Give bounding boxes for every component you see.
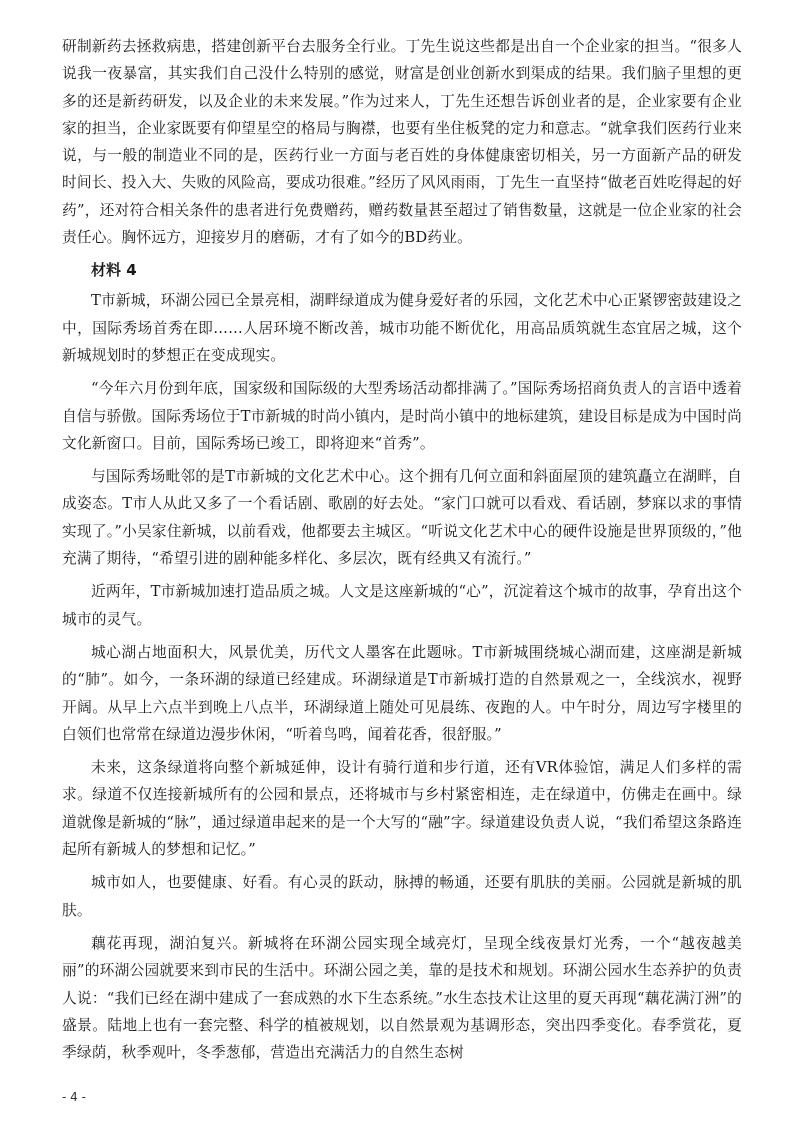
paragraph: “今年六月份到年底，国家级和国际级的大型秀场活动都排满了。”国际秀场招商负责人的言语中透着自信与骄傲。国际秀场位于T市新城的时尚小镇内，是时尚小镇中的地标建筑，建设目标是成为中国时尚文化新窗口。目前，国际秀场已竣工，即将迎来“首秀”。 <box>62 380 742 452</box>
section-heading-material-4: 材料 4 <box>91 261 137 280</box>
paragraph: T市新城，环湖公园已全景亮相，湖畔绿道成为健身爱好者的乐园，文化艺术中心正紧锣密鼓建设之中，国际秀场首秀在即……人居环境不断改善，城市功能不断优化，用高品质筑就生态宜居之城，这个新城规划时的梦想正在变成现实。 <box>62 292 742 364</box>
paragraph: 近两年，T市新城加速打造品质之城。人文是这座新城的“心”，沉淀着这个城市的故事，孕育出这个城市的灵气。 <box>62 583 742 628</box>
paragraph: 与国际秀场毗邻的是T市新城的文化艺术中心。这个拥有几何立面和斜面屋顶的建筑矗立在湖畔，自成姿态。T市人从此又多了一个看话剧、歌剧的好去处。“家门口就可以看戏、看话剧，梦寐以求的事情实现了。”小吴家住新城，以前看戏，他都要去主城区。“听说文化艺术中心的硬件设施是世界顶级的，”他充满了期待，“希望引进的剧种能多样化、多层次，既有经典又有流行。” <box>62 468 742 568</box>
document-body <box>62 33 742 1072</box>
paragraph: 未来，这条绿道将向整个新城延伸，设计有骑行道和步行道，还有VR体验馆，满足人们多样的需求。绿道不仅连接新城所有的公园和景点，还将城市与乡村紧密相连，走在绿道中，仿佛走在画中。绿道就像是新城的“脉”，通过绿道串起来的是一个大写的“融”字。绿道建设负责人说，“我们希望这条路连起所有新城人的梦想和记忆。” <box>62 759 742 859</box>
paragraph: 城市如人，也要健康、好看。有心灵的跃动，脉搏的畅通，还要有肌肤的美丽。公园就是新城的肌肤。 <box>62 874 742 919</box>
page-number: - 4 - <box>62 1090 86 1104</box>
paragraph-continued: 研制新药去拯救病患，搭建创新平台去服务全行业。丁先生说这些都是出自一个企业家的担当。“很多人说我一夜暴富，其实我们自己没什么特别的感觉，财富是创业创新水到渠成的结果。我们脑子里想的更多的还是新药研发，以及企业的未来发展。”作为过来人，丁先生还想告诉创业者的是，企业家要有企业家的担当，企业家既要有仰望星空的格局与胸襟，也要有坐住板凳的定力和意志。“就拿我们医药行业来说，与一般的制造业不同的是，医药行业一方面与老百姓的身体健康密切相关，另一方面新产品的研发时间长、投入大、失败的风险高，要成功很难。”经历了风风雨雨，丁先生一直坚持“做老百姓吃得起的好药”，还对符合相关条件的患者进行免费赠药，赠药数量甚至超过了销售数量，这就是一位企业家的社会责任心。胸怀远方，迎接岁月的磨砺，才有了如今的BD药业。 <box>62 38 742 247</box>
paragraph: 城心湖占地面积大，风景优美，历代文人墨客在此题咏。T市新城围绕城心湖而建，这座湖是新城的“肺”。如今，一条环湖的绿道已经建成。环湖绿道是T市新城打造的自然景观之一，全线滨水，视野开阔。从早上六点半到晚上八点半，环湖绿道上随处可见晨练、夜跑的人。中午时分，周边写字楼里的白领们也常常在绿道边漫步休闲，“听着鸟鸣，闻着花香，很舒服。” <box>62 643 742 743</box>
paragraph: 藕花再现，湖泊复兴。新城将在环湖公园实现全域亮灯，呈现全线夜景灯光秀，一个“越夜越美丽”的环湖公园就要来到市民的生活中。环湖公园之美，靠的是技术和规划。环湖公园水生态养护的负责人说：“我们已经在湖中建成了一套成熟的水下生态系统。”水生态技术让这里的夏天再现“藕花满汀洲”的盛景。陆地上也有一套完整、科学的植被规划，以自然景观为基调形态，突出四季变化。春季赏花，夏季绿荫，秋季观叶，冬季葱郁，营造出充满活力的自然生态树 <box>62 934 742 1062</box>
